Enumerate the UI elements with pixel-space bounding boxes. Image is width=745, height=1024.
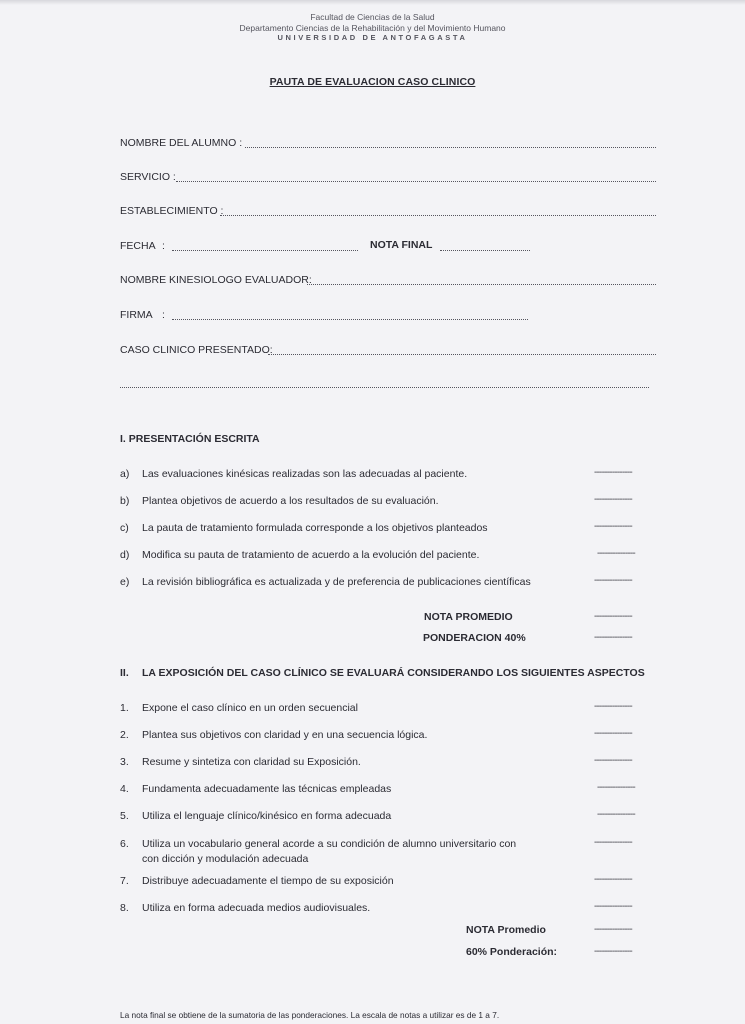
item-text: Las evaluaciones kinésicas realizadas son las adecuadas al paciente.: [142, 468, 468, 480]
item-text: La revisión bibliográfica es actualizada y de preferencia de publicaciones científicas: [142, 576, 531, 588]
item-text: Plantea sus objetivos con claridad y en una secuencia lógica.: [142, 729, 428, 741]
section2-item-5: [120, 809, 391, 824]
item-text: Plantea objetivos de acuerdo a los resultados de su evaluación.: [142, 495, 439, 507]
item-label: 5.: [120, 810, 129, 822]
item-label: e): [120, 576, 130, 588]
score-blank-8[interactable]: ---------------: [594, 901, 632, 912]
student-name-label: NOMBRE DEL ALUMNO :: [120, 137, 243, 149]
score-blank-6[interactable]: ---------------: [594, 837, 632, 848]
item-text: Resume y sintetiza con claridad su Exposición.: [142, 756, 361, 768]
score-blank-a[interactable]: ---------------: [594, 467, 632, 478]
final-grade-label: NOTA FINAL: [370, 239, 433, 251]
item-label: 4.: [120, 783, 129, 795]
item-label: 8.: [120, 902, 129, 914]
section2-item-1: [120, 701, 358, 716]
section2-item-4: [120, 782, 391, 797]
item-label: 3.: [120, 756, 129, 768]
section2-average-label: NOTA Promedio: [466, 924, 546, 936]
item-text: Utiliza en forma adecuada medios audiovisuales.: [142, 902, 371, 914]
section2-item-7: [120, 874, 394, 889]
item-text-continued: con dicción y modulación adecuada: [142, 853, 309, 865]
score-blank-c[interactable]: ---------------: [594, 521, 632, 532]
section2-item-3: [120, 755, 361, 770]
student-name-field[interactable]: [245, 147, 656, 148]
section2-item-6: [120, 837, 516, 867]
form-title: PAUTA DE EVALUACION CASO CLINICO: [269, 76, 476, 88]
item-text-block: [142, 837, 516, 867]
item-text: Expone el caso clínico en un orden secuencial: [142, 702, 358, 714]
case-presented-label: CASO CLINICO PRESENTADO:: [120, 344, 273, 356]
item-label: d): [120, 549, 130, 561]
case-presented-field[interactable]: [268, 354, 656, 355]
section1-item-e: [120, 575, 531, 590]
item-text: Utiliza un vocabulario general acorde a su condición de alumno universitario con: [142, 838, 517, 850]
date-label: FECHA: [120, 240, 156, 252]
item-label: 1.: [120, 702, 129, 714]
item-text: Utiliza el lenguaje clínico/kinésico en forma adecuada: [142, 810, 392, 822]
section2-heading-text: LA EXPOSICIÓN DEL CASO CLÍNICO SE EVALUARÁ CONSIDERANDO LOS SIGUIENTES ASPECTOS: [142, 667, 645, 679]
date-field[interactable]: [172, 250, 358, 251]
service-label: SERVICIO :: [120, 171, 176, 183]
section2-heading: [120, 667, 645, 679]
item-label: 2.: [120, 729, 129, 741]
section1-item-a: [120, 467, 467, 482]
score-blank-7[interactable]: ---------------: [594, 874, 632, 885]
final-grade-field[interactable]: [440, 250, 530, 251]
footer-note: La nota final se obtiene de la sumatoria de las ponderaciones. La escala de notas a utilizar es de 1 a 7.: [120, 1010, 500, 1020]
item-label: 7.: [120, 875, 129, 887]
signature-label: FIRMA: [120, 309, 153, 321]
section1-average-label: NOTA PROMEDIO: [424, 611, 513, 623]
section2-average-blank[interactable]: ---------------: [594, 924, 632, 935]
score-blank-4[interactable]: ---------------: [597, 782, 635, 793]
faculty-line: Facultad de Ciencias de la Salud: [310, 12, 435, 22]
score-blank-2[interactable]: ---------------: [594, 728, 632, 739]
date-colon: :: [162, 240, 165, 252]
section2-item-2: [120, 728, 427, 743]
evaluator-field[interactable]: [307, 284, 656, 285]
scan-top-edge: [0, 0, 745, 5]
item-label: b): [120, 495, 130, 507]
item-text: Fundamenta adecuadamente las técnicas empleadas: [142, 783, 392, 795]
department-line: Departamento Ciencias de la Rehabilitación y del Movimiento Humano: [239, 22, 506, 33]
section2-item-8: [120, 901, 370, 916]
score-blank-3[interactable]: ---------------: [594, 755, 632, 766]
letterhead: [0, 12, 745, 44]
score-blank-5[interactable]: ---------------: [597, 809, 635, 820]
section2-weight-label: 60% Ponderación:: [466, 946, 558, 958]
section2-number: II.: [120, 667, 129, 679]
signature-colon: :: [162, 309, 165, 321]
section1-average-blank[interactable]: ---------------: [594, 611, 632, 622]
section1-item-c: [120, 521, 488, 536]
item-text: La pauta de tratamiento formulada corresponde a los objetivos planteados: [142, 522, 488, 534]
signature-field[interactable]: [172, 319, 528, 320]
section1-item-d: [120, 548, 479, 563]
section1-weight-label: PONDERACION 40%: [423, 632, 526, 644]
score-blank-e[interactable]: ---------------: [594, 575, 632, 586]
section1-item-b: [120, 494, 439, 509]
score-blank-d[interactable]: ---------------: [597, 548, 635, 559]
establishment-label: ESTABLECIMIENTO :: [120, 205, 224, 217]
service-field[interactable]: [176, 181, 656, 182]
university-line: UNIVERSIDAD DE ANTOFAGASTA: [277, 33, 468, 42]
item-text: Modifica su pauta de tratamiento de acuerdo a la evolución del paciente.: [142, 549, 480, 561]
case-presented-field-line2[interactable]: [120, 387, 649, 388]
section1-heading: I. PRESENTACIÓN ESCRITA: [120, 433, 260, 445]
item-text: Distribuye adecuadamente el tiempo de su exposición: [142, 875, 394, 887]
item-label: c): [120, 522, 129, 534]
item-label: a): [120, 468, 130, 480]
evaluator-label: NOMBRE KINESIOLOGO EVALUADOR:: [120, 274, 312, 286]
score-blank-b[interactable]: ---------------: [594, 494, 632, 505]
score-blank-1[interactable]: ---------------: [594, 701, 632, 712]
establishment-field[interactable]: [220, 215, 656, 216]
section1-weight-blank[interactable]: ---------------: [594, 632, 632, 643]
section2-weight-blank[interactable]: ---------------: [594, 946, 632, 957]
item-label: 6.: [120, 838, 129, 850]
